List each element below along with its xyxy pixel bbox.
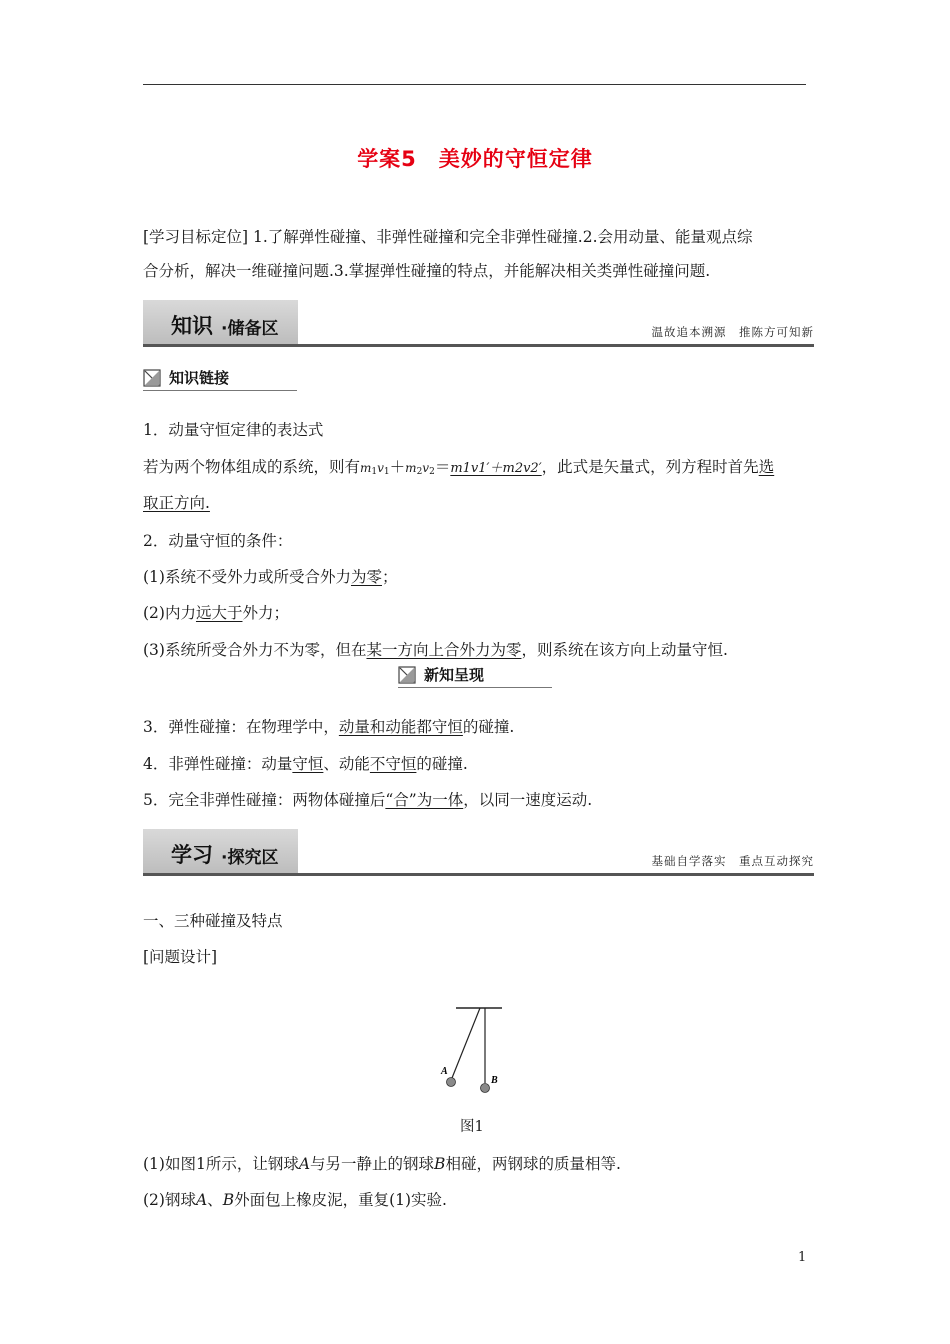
question-2 (143, 1189, 447, 1211)
subhead-underline (143, 390, 297, 391)
condition-3-answer: 某一方向上合外力为零 (366, 641, 522, 659)
ball-a-label: A (441, 1066, 448, 1077)
condition-1-text: (1)系统不受外力或所受合外力 (143, 568, 351, 586)
item3 (143, 716, 514, 738)
formula-v1: v (377, 461, 384, 475)
subhead-label: 新知呈现 (424, 666, 485, 684)
section-main-label: 学习 (171, 843, 213, 867)
condition-3 (143, 639, 728, 661)
condition-1 (143, 566, 398, 588)
formula-sub-1a: 1 (371, 467, 378, 477)
item3-end: 的碰撞. (462, 718, 515, 736)
formula-sub-2b: 2 (429, 467, 435, 477)
section-header-study (143, 829, 814, 875)
item4-mid: 、动能 (323, 755, 370, 773)
formula-trail-text: ，此式是矢量式，列方程时首先 (541, 458, 759, 476)
item5 (143, 789, 592, 811)
formula-sub-2a: 2 (416, 467, 423, 477)
steel-ball-a (447, 1078, 456, 1087)
item2-title: 2．动量守恒的条件： (143, 532, 293, 550)
section-header-knowledge (143, 300, 814, 346)
item4 (143, 753, 468, 775)
condition-2-end: 外力； (242, 604, 289, 622)
subhead-knowledge-link (143, 367, 303, 393)
formula-equals: ＝ (434, 458, 451, 476)
objectives-line-1: [学习目标定位] 1.了解弹性碰撞、非弹性碰撞和完全非弹性碰撞.2.会用动量、能量观点综 (143, 228, 753, 246)
condition-1-answer: 为零 (350, 568, 382, 586)
explore-heading: 一、三种碰撞及特点 (143, 912, 283, 930)
section-main-label: 知识 (171, 314, 213, 338)
subhead-underline (398, 687, 552, 688)
condition-1-end: ； (381, 568, 398, 586)
header-rule (143, 84, 806, 85)
question-1-ball-a: A (298, 1155, 311, 1173)
question-2-end: 外面包上橡皮泥，重复(1)实验. (234, 1191, 447, 1209)
question-1-mid: 与另一静止的钢球 (310, 1155, 435, 1173)
formula-sub-1b: 1 (383, 467, 390, 477)
pendulum-figure (430, 1000, 520, 1098)
corner-mark-icon (143, 369, 161, 387)
item1-continuation (143, 492, 210, 514)
section-motto: 温故追本溯源 推陈方可知新 (651, 325, 814, 339)
condition-2-text: (2)内力 (143, 604, 196, 622)
formula-rhs: m1v1′＋m2v2′ (450, 461, 542, 476)
question-2-ball-b: B (222, 1191, 235, 1209)
formula-underlined-tail: 选 (758, 458, 775, 476)
page-title: 学案5 美妙的守恒定律 (357, 147, 593, 171)
question-1-ball-b: B (434, 1155, 446, 1173)
ball-b-label: B (491, 1075, 498, 1086)
item4-end: 的碰撞. (416, 755, 468, 773)
question-2-text: (2)钢球 (143, 1191, 196, 1209)
direction-text: 取正方向. (143, 494, 210, 512)
figure-caption: 图1 (460, 1119, 484, 1135)
condition-3-text: (3)系统所受合外力不为零，但在 (143, 641, 367, 659)
item1-formula-line (143, 456, 774, 483)
item4-answer-2: 不守恒 (369, 755, 417, 773)
corner-mark-icon (398, 666, 416, 684)
subhead-label: 知识链接 (169, 369, 230, 387)
string-a (452, 1008, 480, 1078)
section-motto: 基础自学落实 重点互动探究 (651, 854, 814, 868)
problem-design-label: [问题设计] (143, 948, 218, 966)
question-2-sep: 、 (207, 1191, 223, 1209)
condition-2 (143, 602, 289, 624)
section-rule (143, 873, 814, 876)
item3-answer: 动量和动能都守恒 (338, 718, 463, 736)
item4-answer-1: 守恒 (292, 755, 324, 773)
item5-answer: “合”为一体 (385, 791, 464, 809)
formula-lead-text: 若为两个物体组成的系统，则有 (143, 458, 361, 476)
subhead-new-knowledge (398, 664, 558, 690)
question-1 (143, 1153, 621, 1175)
item5-text: 5．完全非弹性碰撞：两物体碰撞后 (143, 791, 386, 809)
steel-ball-b (481, 1084, 490, 1093)
question-1-text: (1)如图1所示，让钢球 (143, 1155, 299, 1173)
item4-text: 4．非弹性碰撞：动量 (143, 755, 293, 773)
section-sub-label: ·储备区 (221, 319, 279, 339)
formula-m2: m (405, 461, 417, 475)
item5-end: ，以同一速度运动. (463, 791, 593, 809)
item1-title: 1．动量守恒定律的表达式 (143, 421, 324, 439)
condition-3-end: ，则系统在该方向上动量守恒. (521, 641, 728, 659)
section-sub-label: ·探究区 (221, 848, 279, 868)
question-1-end: 相碰，两钢球的质量相等. (445, 1155, 621, 1173)
page-number: 1 (798, 1250, 807, 1265)
formula-v2: v (422, 461, 430, 475)
objectives-line-2: 合分析，解决一维碰撞问题.3.掌握弹性碰撞的特点，并能解决相关类弹性碰撞问题. (143, 262, 711, 280)
formula-plus: ＋ (389, 458, 406, 476)
question-2-ball-a: A (195, 1191, 208, 1209)
formula-m1: m (360, 461, 372, 475)
condition-2-answer: 远大于 (195, 604, 243, 622)
section-rule (143, 344, 814, 347)
item3-text: 3．弹性碰撞：在物理学中， (143, 718, 339, 736)
